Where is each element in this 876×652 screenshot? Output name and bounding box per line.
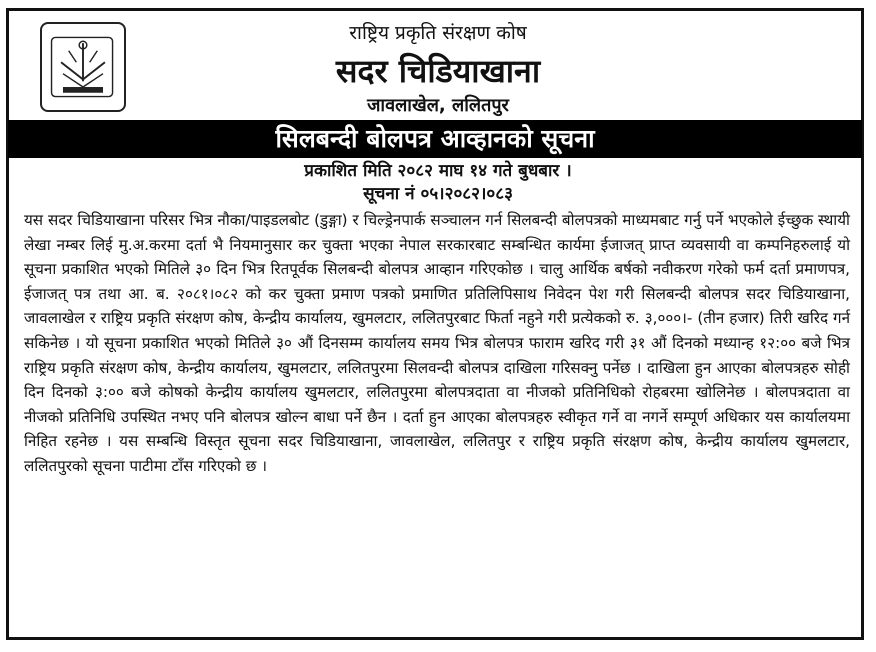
notice-body: यस सदर चिडियाखाना परिसर भित्र नौका/पाइडलबोट (डुङ्गा) र चिल्ड्रेनपार्क सञ्चालन गर्न सिलबन्दी बोलपत्रको माध्यमबाट गर्नु पर्ने भएकोले ईच्छुक स्थायी लेखा नम्बर लिई मु.अ.करमा दर्ता भै नियमानुसार कर चुक्ता भएका नेपाल सरकारबाट सम्बन्धित कार्यमा ईजाजत् प्राप्त व्यवसायी वा कम्पनिहरुलाई यो सूचना प्रकाशित भएको मितिले ३० दिन भित्र रितपूर्वक सिलबन्दी बोलपत्र आव्हान गरिएकोछ । चालु आर्थिक बर्षको नवीकरण गरेको फर्म दर्ता प्रमाणपत्र, ईजाजत् पत्र तथा आ. ब. २०८१।०८२ को कर चुक्ता प्रमाण पत्रको प्रमाणित प्रतिलिपिसाथ निवेदन पेश गरी सिलबन्दी बोलपत्र सदर चिडियाखाना, जावलाखेल र राष्ट्रिय प्रकृति संरक्षण कोष, केन्द्रीय कार्यालय, खुमलटार, ललितपुरबाट फिर्ता नहुने गरी प्रत्येकको रु. ३,०००।- (तीन हजार) तिरी खरिद गर्न सकिनेछ । यो सूचना प्रकाशित भएको मितिले ३० औं दिनसम्म कार्यालय समय भित्र बोलपत्र फाराम खरिद गरी ३१ औं दिनको मध्यान्ह १२:०० बजे भित्र राष्ट्रिय प्रकृति संरक्षण कोष, केन्द्रीय कार्यालय, खुमलटार, ललितपुरमा सिलवन्दी बोलपत्र दाखिला गरिसक्नु पर्नेछ । दाखिला हुन आएका बोलपत्रहरु सोही दिन दिनको ३:०० बजे कोषको केन्द्रीय कार्यालय खुमलटार, ललितपुरमा बोलपत्रदाता वा नीजको प्रतिनिधिको रोहबरमा खोलिनेछ । बोलपत्रदाता वा नीजको प्रतिनिधि उपस्थित नभए पनि बोलपत्र खोल्न बाधा पर्ने छैन । दर्ता हुन आएका बोलपत्रहरु स्वीकृत गर्ने वा नगर्ने सम्पूर्ण अधिकार यस कार्यालयमा निहित रहनेछ । यस सम्बन्धि विस्तृत सूचना सदर चिडियाखाना, जावलाखेल, ललितपुर र राष्ट्रिय प्रकृति संरक्षण कोष, केन्द्रीय कार्यालय खुमलटार, ललितपुरको सूचना पाटीमा टाँस गरिएको छ । [24,211,850,475]
published-date: प्रकाशित मिति २०८२ माघ १४ गते बुधबार । [304,161,572,181]
organization-name: राष्ट्रिय प्रकृति संरक्षण कोष [349,22,527,44]
notice-number: सूचना नं ०५।२०८२।०८३ [363,184,513,204]
address: जावलाखेल, ललितपुर [367,95,509,116]
notice-banner: सिलबन्दी बोलपत्र आव्हानको सूचना [8,120,862,158]
page-title: सदर चिडियाखाना [335,52,541,90]
